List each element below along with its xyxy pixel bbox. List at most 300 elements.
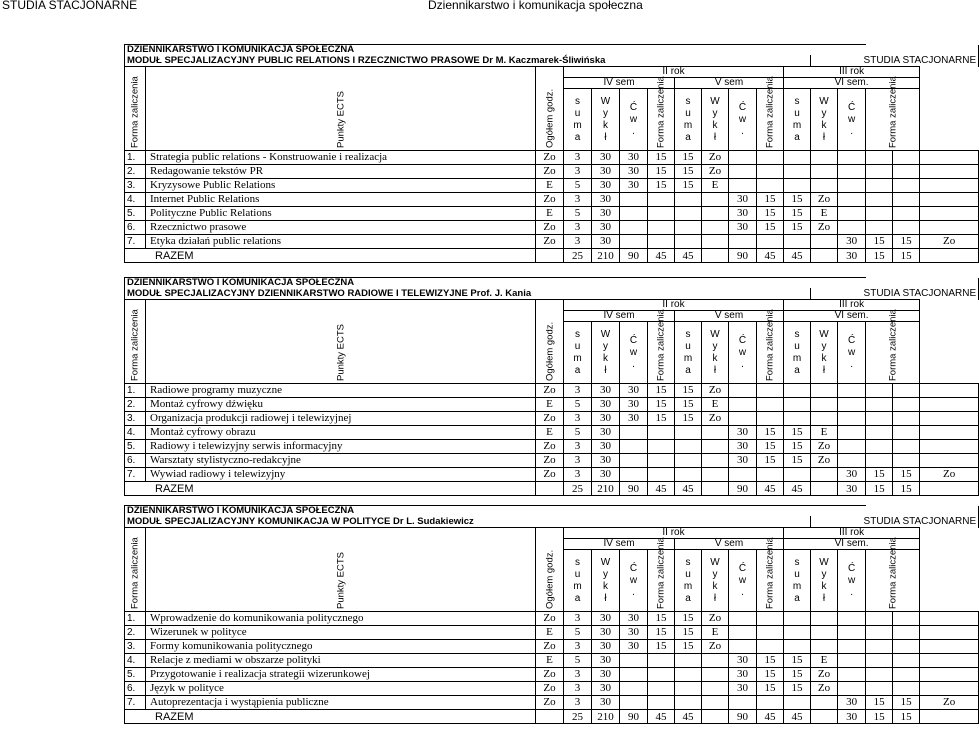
semester-forma-label: Forma zaliczenia [655,537,667,609]
row-s6-cell [866,384,893,398]
row-hours-total: 30 [592,235,620,249]
subject-name: Wprowadzenie do komunikowania politycznego [146,612,536,626]
row-s5-cell: 15 [757,207,784,221]
totals-s5-cell: 90 [729,710,757,724]
suma-letter: a [685,364,691,376]
row-s5-cell [811,151,838,165]
module-table [124,505,979,724]
wyk-letter: y [821,340,827,352]
wyk-header [592,89,620,151]
wyk-header [702,550,729,612]
row-ects: 3 [564,668,592,682]
row-s6-cell [893,221,920,235]
row-s6-cell [893,640,920,654]
row-ects: 5 [564,179,592,193]
row-s5-cell: 15 [757,682,784,696]
cw-letter: Ć [629,101,638,113]
row-s4-cell [620,696,648,710]
suma-letter: s [794,556,800,568]
suma-letter: u [794,340,800,352]
suma-header [784,322,811,384]
row-s4-cell [702,468,729,482]
row-s4-cell: 15 [675,640,702,654]
row-s5-cell: 15 [784,221,811,235]
row-ects: 5 [564,426,592,440]
row-s6-cell [920,221,979,235]
row-s4-cell: 15 [648,165,675,179]
row-s6-cell [920,398,979,412]
suma-header [784,550,811,612]
semester-5-header: V sem [675,311,784,322]
cw-header [620,322,648,384]
wyk-letter: k [712,119,718,131]
ogolem-header [536,67,564,151]
row-forma: E [536,179,564,193]
suma-letter: s [685,328,691,340]
row-s5-cell [784,165,811,179]
row-ects: 3 [564,235,592,249]
row-s5-cell [784,640,811,654]
row-s6-cell [866,668,893,682]
row-number: 5. [125,668,146,682]
suma-letter: a [574,364,581,376]
semester-forma-header [757,76,784,151]
suma-header [564,322,592,384]
totals-row [125,710,979,724]
page-header [0,0,960,13]
row-s4-cell [702,193,729,207]
row-s5-cell [729,640,757,654]
row-s6-cell [893,612,920,626]
row-number: 5. [125,440,146,454]
row-s6-cell [838,454,866,468]
row-s5-cell: Zo [811,454,838,468]
totals-s5-cell: 90 [729,482,757,496]
row-number: 2. [125,165,146,179]
row-ects: 3 [564,151,592,165]
year-2-header: II rok [564,67,784,78]
row-s5-cell [811,165,838,179]
cw-header [620,89,648,151]
totals-hours: 210 [592,710,620,724]
row-number: 3. [125,412,146,426]
row-s6-cell [920,682,979,696]
wyk-letter: W [600,556,611,568]
row-s4-cell: Zo [702,640,729,654]
row-s6-cell [893,179,920,193]
semester-6-header: VI sem. [784,311,920,322]
wyk-letter: y [821,568,827,580]
table-row [125,682,979,696]
row-s4-cell: 15 [675,412,702,426]
semester-4-header: IV sem [564,539,675,550]
row-s6-cell [866,179,893,193]
row-s5-cell: 15 [784,207,811,221]
semester-4-header: IV sem [564,78,675,89]
table-row [125,626,979,640]
row-hours-total: 30 [592,440,620,454]
totals-forma-empty [811,249,838,263]
suma-letter: s [575,328,580,340]
row-s5-cell [811,696,838,710]
row-s5-cell [729,412,757,426]
row-ects: 3 [564,454,592,468]
wyk-header [811,322,838,384]
wyk-letter: W [600,328,611,340]
semester-forma-header [866,76,920,151]
row-s6-cell [838,165,866,179]
row-number: 1. [125,384,146,398]
suma-letter: s [575,556,580,568]
row-s5-cell: 15 [784,668,811,682]
row-s5-cell [757,151,784,165]
row-s4-cell: 15 [675,151,702,165]
row-s4-cell: 15 [648,398,675,412]
row-forma: Zo [536,165,564,179]
wyk-letter: ł [713,131,717,143]
wyk-header [811,89,838,151]
totals-s5-cell: 45 [784,710,811,724]
totals-s5-cell: 45 [757,710,784,724]
row-s5-cell [757,398,784,412]
row-s4-cell [620,426,648,440]
subject-name: Przygotowanie i realizacja strategii wizerunkowej [146,668,536,682]
wyk-header [702,89,729,151]
suma-letter: u [794,107,800,119]
module-block-pr [124,44,977,263]
totals-label: RAZEM [125,482,536,496]
row-s4-cell [675,426,702,440]
table-row [125,654,979,668]
ects-header-label: Punkty ECTS [335,551,346,609]
row-s6-cell [893,682,920,696]
row-s4-cell: 15 [648,626,675,640]
row-s4-cell [675,682,702,696]
totals-s5-cell: 90 [729,249,757,263]
totals-ects: 25 [564,710,592,724]
subject-name: Wywiad radiowy i telewizyjny [146,468,536,482]
suma-letter: m [683,119,693,131]
row-number: 7. [125,696,146,710]
cw-letter: . [741,125,744,137]
suma-header [784,89,811,151]
row-s6-cell: 30 [838,696,866,710]
wyk-header [811,550,838,612]
table-row [125,398,979,412]
ects-header [146,67,536,151]
cw-letter: w [629,113,638,125]
row-forma: Zo [536,612,564,626]
row-ects: 3 [564,696,592,710]
row-forma: Zo [536,668,564,682]
row-s4-cell [620,454,648,468]
row-number: 7. [125,235,146,249]
row-ects: 3 [564,440,592,454]
wyk-letter: ł [822,592,826,604]
row-s5-cell: 15 [757,654,784,668]
row-s6-cell: Zo [920,468,979,482]
subject-name: Relacje z mediami w obszarze polityki [146,654,536,668]
cw-header [838,89,866,151]
row-s6-cell [893,440,920,454]
row-s5-cell: 15 [784,654,811,668]
row-forma: Zo [536,440,564,454]
row-s4-cell [675,468,702,482]
suma-letter: s [794,95,800,107]
row-s4-cell [648,654,675,668]
row-s5-cell [784,612,811,626]
row-s4-cell [675,454,702,468]
cw-letter: Ć [847,334,856,346]
row-s5-cell: 30 [729,654,757,668]
row-s4-cell [675,221,702,235]
totals-s5-cell: 45 [784,482,811,496]
wyk-header [702,322,729,384]
row-s4-cell: Zo [702,384,729,398]
suma-header [564,89,592,151]
totals-s6-cell: 15 [866,710,893,724]
row-s6-cell [838,640,866,654]
wyk-letter: y [821,107,827,119]
row-hours-total: 30 [592,207,620,221]
module-subtitle: MODUŁ SPECJALIZACYJNY KOMUNIKACJA W POLITYCE Dr L. Sudakiewicz [125,516,811,528]
row-hours-total: 30 [592,626,620,640]
totals-row [125,482,979,496]
totals-forma-empty [702,710,729,724]
totals-forma-empty [920,482,979,496]
semester-forma-header [648,309,675,384]
subject-name: Radiowy i telewizyjny serwis informacyjny [146,440,536,454]
row-s5-cell [811,468,838,482]
totals-s4-cell: 45 [648,710,675,724]
row-s6-cell [866,640,893,654]
totals-s4-cell: 45 [675,249,702,263]
row-s4-cell [702,426,729,440]
row-hours-total: 30 [592,193,620,207]
subject-name: Montaż cyfrowy dźwięku [146,398,536,412]
table-row [125,165,979,179]
row-s6-cell [920,640,979,654]
row-s6-cell: 30 [838,235,866,249]
row-s5-cell: Zo [811,440,838,454]
row-s6-cell [838,151,866,165]
row-s5-cell: Zo [811,221,838,235]
row-s5-cell [757,468,784,482]
suma-letter: u [574,340,581,352]
semester-5-header: V sem [675,78,784,89]
study-mode: STUDIA STACJONARNE [811,55,979,67]
row-hours-total: 30 [592,612,620,626]
year-3-header: III rok [784,528,920,539]
row-s6-cell [920,412,979,426]
row-s5-cell [729,235,757,249]
ects-header [146,528,536,612]
row-s4-cell: 30 [620,640,648,654]
row-s6-cell [838,682,866,696]
row-ects: 3 [564,612,592,626]
wyk-letter: y [712,568,718,580]
row-ects: 5 [564,654,592,668]
cw-header [729,89,757,151]
forma-header [125,67,146,151]
row-s5-cell: 15 [784,454,811,468]
row-s5-cell: 30 [729,207,757,221]
wyk-letter: ł [822,131,826,143]
row-s4-cell: 15 [648,412,675,426]
suma-letter: a [794,592,800,604]
row-s4-cell [620,193,648,207]
row-ects: 3 [564,412,592,426]
suma-letter: u [685,340,691,352]
row-s4-cell: 30 [620,412,648,426]
totals-forma-empty [702,482,729,496]
subject-name: Redagowanie tekstów PR [146,165,536,179]
table-row [125,384,979,398]
totals-s4-cell: 90 [620,710,648,724]
suma-letter: m [573,352,582,364]
row-s6-cell [920,193,979,207]
table-row [125,612,979,626]
cw-letter: . [741,358,744,370]
cw-letter: w [847,346,856,358]
row-s4-cell: 30 [620,151,648,165]
row-number: 3. [125,179,146,193]
suma-header [564,550,592,612]
row-s5-cell [811,398,838,412]
row-s4-cell [702,440,729,454]
row-s6-cell: 15 [866,468,893,482]
row-s5-cell [757,165,784,179]
row-s6-cell [893,384,920,398]
row-s5-cell: 30 [729,193,757,207]
year-3-header: III rok [784,300,920,311]
cw-header [838,550,866,612]
totals-s5-cell: 45 [784,249,811,263]
row-s5-cell [729,398,757,412]
wyk-letter: y [603,107,608,119]
row-s6-cell [838,412,866,426]
row-hours-total: 30 [592,179,620,193]
row-s5-cell [784,412,811,426]
totals-s4-cell: 45 [648,482,675,496]
suma-letter: u [574,568,581,580]
row-s6-cell [920,426,979,440]
row-s6-cell [866,398,893,412]
row-s5-cell [784,696,811,710]
row-s6-cell [920,440,979,454]
row-s5-cell [757,640,784,654]
cw-header [729,322,757,384]
row-s4-cell [648,696,675,710]
row-hours-total: 30 [592,165,620,179]
subject-name: Radiowe programy muzyczne [146,384,536,398]
row-s4-cell: 15 [648,151,675,165]
row-hours-total: 30 [592,454,620,468]
row-s4-cell: E [702,626,729,640]
cw-letter: . [632,358,635,370]
cw-letter: w [847,574,856,586]
table-row [125,468,979,482]
cw-header [729,550,757,612]
suma-letter: s [685,556,691,568]
row-s6-cell: Zo [920,235,979,249]
row-hours-total: 30 [592,696,620,710]
row-s4-cell [648,207,675,221]
row-s4-cell [675,207,702,221]
module-title: DZIENNIKARSTWO I KOMUNIKACJA SPOŁECZNA [125,278,866,289]
wyk-letter: k [603,580,608,592]
suma-letter: m [792,119,802,131]
subject-name: Strategia public relations - Konstruowanie i realizacja [146,151,536,165]
row-s5-cell: 30 [729,426,757,440]
cw-letter: w [629,346,638,358]
wyk-letter: W [710,556,720,568]
ects-header [146,300,536,384]
cw-letter: Ć [738,101,747,113]
row-s5-cell [784,235,811,249]
cw-letter: Ć [847,562,856,574]
row-s4-cell: Zo [702,165,729,179]
row-s6-cell [893,626,920,640]
suma-letter: m [573,119,582,131]
forma-header [125,300,146,384]
totals-ects: 25 [564,482,592,496]
row-s4-cell [620,654,648,668]
row-forma: Zo [536,696,564,710]
row-s5-cell: 30 [729,682,757,696]
row-s4-cell [702,207,729,221]
row-forma: Zo [536,412,564,426]
row-s6-cell [838,398,866,412]
row-s4-cell: 15 [648,612,675,626]
semester-forma-header [648,76,675,151]
suma-letter: a [574,131,581,143]
row-s6-cell [838,179,866,193]
totals-label: RAZEM [125,249,536,263]
row-hours-total: 30 [592,151,620,165]
row-hours-total: 30 [592,384,620,398]
row-s4-cell: 30 [620,612,648,626]
row-s5-cell: 15 [757,668,784,682]
suma-letter: a [794,364,800,376]
subject-name: Internet Public Relations [146,193,536,207]
row-ects: 5 [564,207,592,221]
table-row [125,696,979,710]
row-s5-cell: 15 [784,682,811,696]
row-s5-cell [811,412,838,426]
wyk-letter: ł [713,364,717,376]
totals-hours: 210 [592,249,620,263]
row-s4-cell [702,221,729,235]
suma-letter: m [573,580,582,592]
wyk-letter: k [712,580,718,592]
cw-letter: w [738,346,747,358]
semester-forma-label: Forma zaliczenia [655,309,667,381]
subject-name: Formy komunikowania politycznego [146,640,536,654]
row-number: 6. [125,682,146,696]
year-2-header: II rok [564,300,784,311]
wyk-letter: ł [713,592,717,604]
row-s5-cell: Zo [811,193,838,207]
ogolem-header-label: Ogółem godz. [544,549,555,609]
row-s4-cell: 30 [620,626,648,640]
semester-forma-header [648,537,675,612]
row-s4-cell: 15 [675,398,702,412]
row-number: 7. [125,468,146,482]
semester-6-header: VI sem. [784,539,920,550]
module-title: DZIENNIKARSTWO I KOMUNIKACJA SPOŁECZNA [125,45,866,56]
row-s6-cell [838,426,866,440]
